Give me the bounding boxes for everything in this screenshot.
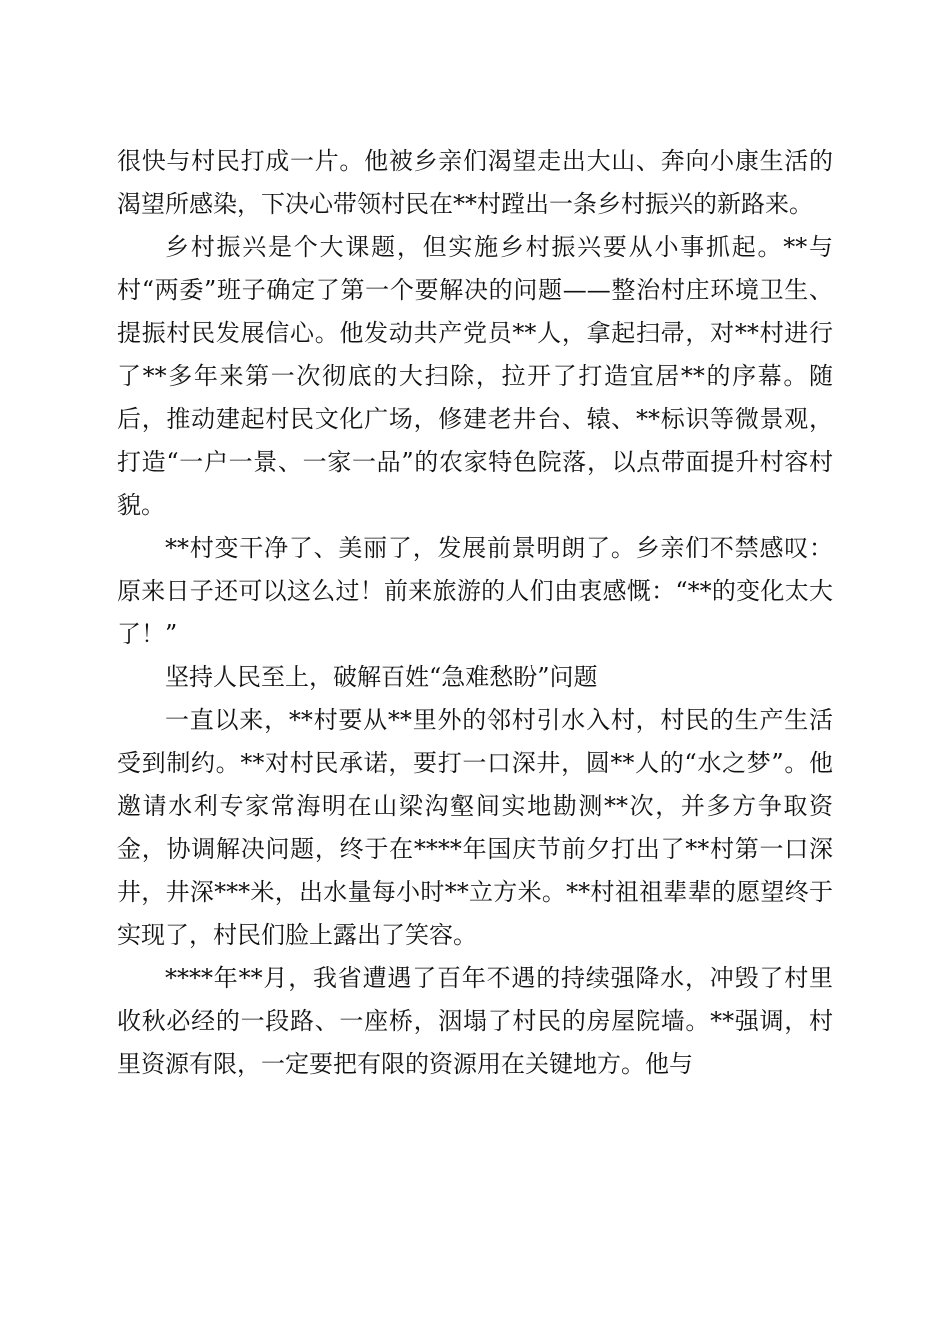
document-body (117, 140, 833, 1086)
paragraph-heavy-rain: ****年**月，我省遭遇了百年不遇的持续强降水，冲毁了村里收秋必经的一段路、一座桥，洇塌了村民的房屋院墙。**强调，村里资源有限，一定要把有限的资源用在关键地方。他与 (117, 964, 833, 1078)
paragraph-continuation: 很快与村民打成一片。他被乡亲们渴望走出大山、奔向小康生活的渴望所感染，下决心带领村民在**村蹚出一条乡村振兴的新路来。 (117, 147, 833, 218)
section-heading: 坚持人民至上，破解百姓“急难愁盼”问题 (165, 663, 598, 691)
paragraph-rural-revitalization: 乡村振兴是个大课题，但实施乡村振兴要从小事抓起。**与村“两委”班子确定了第一个要解决的问题——整治村庄环境卫生、提振村民发展信心。他发动共产党员**人，拿起扫帚，对**村进行了**多年来第一次彻底的大扫除，拉开了打造宜居**的序幕。随后，推动建起村民文化广场，修建老井台、辕、**标识等微景观，打造“一户一景、一家一品”的农家特色院落，以点带面提升村容村貌。 (117, 233, 833, 519)
paragraph-water-well: 一直以来，**村要从**里外的邻村引水入村，村民的生产生活受到制约。**对村民承诺，要打一口深井，圆**人的“水之梦”。他邀请水利专家常海明在山梁沟壑间实地勘测**次，并多方争取资金，协调解决问题，终于在****年国庆节前夕打出了**村第一口深井，井深***米，出水量每小时**立方米。**村祖祖辈辈的愿望终于实现了，村民们脸上露出了笑容。 (117, 706, 833, 949)
paragraph-village-change: **村变干净了、美丽了，发展前景明朗了。乡亲们不禁感叹：原来日子还可以这么过！前来旅游的人们由衷感慨：“**的变化太大了！” (117, 534, 833, 648)
